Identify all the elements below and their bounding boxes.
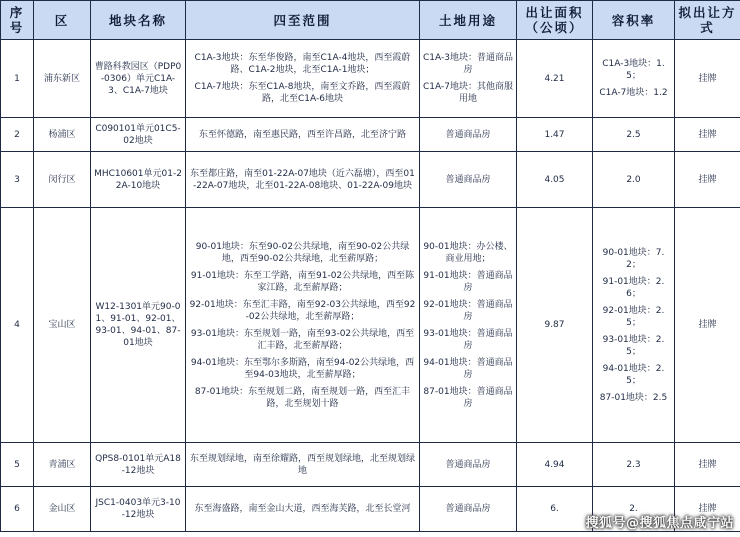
cell-plot-name: C090101单元01C5-02地块 xyxy=(91,118,186,152)
far-line: C1A-7地块：1.2 xyxy=(599,88,668,98)
cell-land-use xyxy=(420,152,517,208)
boundary-line: 90-01地块：东至90-02公共绿地，南至90-02公共绿地，西至90-02公共绿地，北至薪厚路； xyxy=(195,241,410,264)
cell-far xyxy=(593,40,675,118)
cell-plot-name: W12-1301单元90-01、91-01、92-01、93-01、94-01、87-01地块 xyxy=(91,208,186,443)
far-line: 94-01地块：2.5； xyxy=(602,363,665,386)
header-land-use: 土地用途 xyxy=(420,1,517,40)
cell-land-use xyxy=(420,208,517,443)
header-boundary: 四至范围 xyxy=(186,1,420,40)
header-row xyxy=(1,1,740,40)
far-line: 87-01地块：2.5 xyxy=(599,392,668,403)
far-line: 2.0 xyxy=(626,174,641,185)
cell-land-use xyxy=(420,118,517,152)
header-far: 容积率 xyxy=(593,1,675,40)
cell-land-use xyxy=(420,443,517,487)
cell-method: 挂牌 xyxy=(675,443,740,487)
cell-area: 4.21 xyxy=(517,40,593,118)
boundary-line: 东至都庄路，南至01-22A-07地块（近六磊塘），西至01-22A-07地块，北至01-22A-08地块、01-22A-09地块 xyxy=(190,168,415,191)
far-line: 2.5 xyxy=(626,129,641,140)
cell-plot-name: 曹路科教园区（PDP0-0306）单元C1A-3、C1A-7地块 xyxy=(91,40,186,118)
land-use-line: 91-01地块：普通商品房 xyxy=(423,270,513,293)
table-row xyxy=(1,208,740,443)
cell-land-use xyxy=(420,487,517,532)
land-use-line: 普通商品房 xyxy=(445,504,491,514)
cell-district: 杨浦区 xyxy=(34,118,91,152)
cell-boundary xyxy=(186,40,420,118)
cell-method: 挂牌 xyxy=(675,118,740,152)
land-use-line: 普通商品房 xyxy=(445,174,491,185)
header-area: 出让面积（公顷） xyxy=(517,1,593,40)
cell-plot-name: JSC1-0403单元3-10-12地块 xyxy=(91,487,186,532)
far-line: 92-01地块：2.5； xyxy=(602,305,665,328)
cell-area: 1.47 xyxy=(517,118,593,152)
far-line: 90-01地块：7.2； xyxy=(602,247,665,270)
land-use-line: C1A-3地块：普通商品房 xyxy=(423,53,513,75)
cell-boundary xyxy=(186,152,420,208)
cell-far xyxy=(593,208,675,443)
cell-seq: 2 xyxy=(1,118,34,152)
cell-seq: 1 xyxy=(1,40,34,118)
cell-area: 9.87 xyxy=(517,208,593,443)
cell-land-use xyxy=(420,40,517,118)
far-line: 91-01地块：2.6； xyxy=(602,276,665,299)
far-line: 2. xyxy=(629,504,638,514)
header-plot-name: 地块名称 xyxy=(91,1,186,40)
cell-boundary xyxy=(186,208,420,443)
boundary-line: C1A-7地块：东至C1A-8地块，南至文乔路，西至霞蔚路，北至C1A-6地块 xyxy=(194,82,411,104)
boundary-line: 94-01地块：东至鄂尔多斯路，南至94-02公共绿地，西至94-03地块，北至薪厚路； xyxy=(190,357,415,380)
cell-district: 青浦区 xyxy=(34,443,91,487)
boundary-line: 92-01地块：东至汇丰路，南至92-03公共绿地，西至92-02公共绿地，北至薪厚路； xyxy=(189,299,416,322)
cell-area: 4.94 xyxy=(517,443,593,487)
cell-far xyxy=(593,118,675,152)
boundary-line: 东至怀德路，南至惠民路，西至许昌路，北至济宁路 xyxy=(198,129,406,140)
cell-boundary xyxy=(186,487,420,532)
boundary-line: C1A-3地块：东至华俊路，南至C1A-4地块，西至霞蔚路、C1A-2地块，北至C1A-1地块； xyxy=(194,53,411,75)
cell-district: 宝山区 xyxy=(34,208,91,443)
land-use-line: C1A-7地块：其他商服用地 xyxy=(423,82,513,104)
boundary-line: 93-01地块：东至规划一路，南至93-02公共绿地，西至汇丰路，北至薪厚路； xyxy=(190,328,415,351)
cell-far xyxy=(593,443,675,487)
far-line: C1A-3地块：1.5； xyxy=(602,59,665,81)
header-district: 区 xyxy=(34,1,91,40)
cell-district: 浦东新区 xyxy=(34,40,91,118)
land-use-line: 90-01地块：办公楼、商业用地； xyxy=(423,241,513,264)
cell-plot-name: QPS8-0101单元A18-12地块 xyxy=(91,443,186,487)
boundary-line: 东至海盛路，南至金山大道，西至海芙路，北至长堂河 xyxy=(194,504,411,514)
far-line: 93-01地块：2.5； xyxy=(602,334,665,357)
table-row xyxy=(1,152,740,208)
cell-method: 挂牌 xyxy=(675,152,740,208)
table-row xyxy=(1,443,740,487)
table-row xyxy=(1,40,740,118)
cell-area: 4.05 xyxy=(517,152,593,208)
far-line: 2.3 xyxy=(626,459,641,470)
header-seq: 序号 xyxy=(1,1,34,40)
cell-boundary xyxy=(186,443,420,487)
cell-district: 金山区 xyxy=(34,487,91,532)
table-row xyxy=(1,118,740,152)
cell-method: 挂牌 xyxy=(675,487,740,532)
land-use-line: 92-01地块：普通商品房 xyxy=(423,299,513,322)
cell-seq: 3 xyxy=(1,152,34,208)
land-use-line: 93-01地块：普通商品房 xyxy=(423,328,513,351)
land-use-line: 94-01地块：普通商品房 xyxy=(423,357,513,380)
cell-district: 闵行区 xyxy=(34,152,91,208)
header-method: 拟出让方式 xyxy=(675,1,740,40)
land-use-line: 87-01地块：普通商品房 xyxy=(423,386,513,409)
cell-boundary xyxy=(186,118,420,152)
cell-method: 挂牌 xyxy=(675,40,740,118)
cell-seq: 6 xyxy=(1,487,34,532)
cell-seq: 4 xyxy=(1,208,34,443)
boundary-line: 东至规划绿地，南至徐耀路，西至规划绿地，北至规划绿地 xyxy=(189,453,415,476)
land-use-line: 普通商品房 xyxy=(445,459,491,470)
cell-far xyxy=(593,152,675,208)
cell-plot-name: MHC10601单元01-22A-10地块 xyxy=(91,152,186,208)
cell-area: 6. xyxy=(517,487,593,532)
land-use-line: 普通商品房 xyxy=(445,129,491,140)
cell-seq: 5 xyxy=(1,443,34,487)
boundary-line: 87-01地块：东至规划二路，南至规划一路，西至汇丰路，北至规划十路 xyxy=(194,386,411,409)
boundary-line: 91-01地块：东至工学路，南至91-02公共绿地，西至陈家江路，北至薪厚路； xyxy=(190,270,415,293)
cell-method: 挂牌 xyxy=(675,208,740,443)
watermark: 搜狐号@搜狐焦点咸宁站 xyxy=(585,516,734,531)
